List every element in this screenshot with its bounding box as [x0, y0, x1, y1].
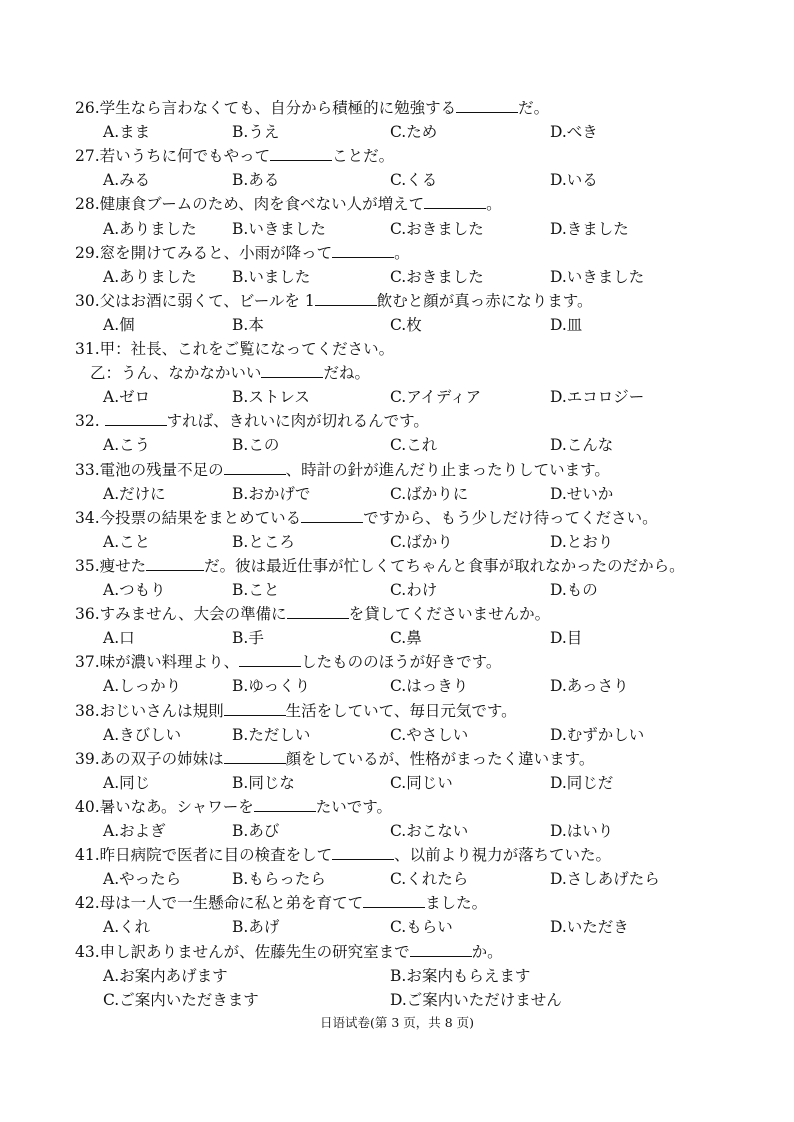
question-number: 40.	[75, 797, 100, 816]
question-number: 36.	[75, 605, 100, 624]
answer-blank[interactable]	[410, 942, 472, 957]
question-stem	[75, 652, 501, 672]
stem-text-before: あの双子の姉妹は	[99, 749, 224, 768]
question-number: 27.	[75, 147, 100, 166]
stem-text-after: たいです。	[315, 797, 392, 816]
question-number: 39.	[75, 749, 100, 768]
answer-blank[interactable]	[224, 460, 286, 475]
answer-option[interactable]: A.だけに	[103, 484, 166, 503]
stem-text-after: か。	[471, 942, 503, 961]
stem-text-before: 甲：社長、これをご覧になってください。	[99, 340, 395, 358]
answer-option[interactable]: C.くれたら	[390, 870, 469, 889]
answer-option[interactable]: C.はっきり	[390, 677, 469, 696]
stem-text-after: だ。彼は最近仕事が忙しくてちゃんと食事が取れなかったのだから。	[204, 556, 685, 575]
answer-option[interactable]: D.こんな	[550, 436, 614, 455]
answer-option[interactable]: B.こと	[232, 581, 280, 599]
stem-text-after: 飲むと顔が真っ赤になります。	[376, 291, 593, 310]
answer-option[interactable]: A.しっかり	[103, 677, 182, 696]
question-dialogue-line	[90, 363, 370, 383]
answer-option[interactable]: C.もらい	[390, 918, 453, 937]
answer-option[interactable]: C.枚	[390, 315, 422, 334]
question-number: 30.	[75, 291, 100, 310]
answer-option[interactable]: D.もの	[550, 581, 598, 599]
stem-text-before: 父はお酒に弱くて、ビールを 1	[99, 291, 315, 310]
answer-option[interactable]: C.やさしい	[390, 725, 469, 744]
answer-option[interactable]: B.あび	[232, 822, 280, 840]
answer-option[interactable]: D.いる	[550, 171, 598, 190]
answer-option[interactable]: B.もらったら	[232, 870, 326, 889]
answer-option[interactable]: D.あっさり	[550, 677, 629, 696]
answer-option[interactable]: D.むずかしい	[550, 725, 645, 744]
stem-text-after: 、以前より視力が落ちていた。	[394, 846, 612, 865]
question-number: 26.	[75, 99, 100, 117]
stem-text-before: おじいさんは規則	[99, 701, 224, 720]
stem-text-before: 窓を開けてみると、小雨が降って	[99, 243, 333, 262]
answer-option[interactable]: D.いきました	[550, 267, 645, 286]
answer-option[interactable]: A.個	[103, 315, 135, 334]
answer-option[interactable]: A.およぎ	[103, 822, 166, 840]
page-footer: 日语试卷(第 3 页，共 8 页)	[319, 1015, 475, 1030]
answer-option[interactable]: B.本	[232, 315, 264, 334]
question-stem	[75, 845, 611, 865]
stem-text-after: ことだ。	[332, 147, 395, 166]
stem-text-after: 。	[486, 195, 502, 214]
answer-blank[interactable]	[287, 604, 349, 619]
answer-option[interactable]: B.お案内もらえます	[390, 966, 531, 985]
stem-text-before: 味が濃い料理より、	[99, 653, 240, 672]
answer-blank[interactable]	[239, 652, 301, 667]
question-number: 32.	[75, 412, 100, 431]
stem-text-before: 電池の残量不足の	[99, 460, 224, 479]
question-stem	[75, 146, 394, 166]
answer-option[interactable]: D.べき	[550, 123, 598, 142]
answer-option[interactable]: A.ありました	[103, 267, 197, 286]
answer-option[interactable]: C.おきました	[390, 267, 484, 286]
answer-option[interactable]: D.せいか	[550, 484, 614, 503]
question-stem	[75, 291, 592, 311]
answer-option[interactable]: D.とおり	[550, 532, 614, 551]
question-number: 34.	[75, 508, 100, 527]
answer-option[interactable]: C.わけ	[390, 581, 438, 599]
answer-option[interactable]: B.ある	[232, 171, 280, 190]
question-stem	[75, 194, 502, 214]
stem-text-before: 母は一人で一生懸命に私と弟を育てて	[99, 894, 364, 913]
answer-option[interactable]: D.ご案内いただけません	[390, 990, 562, 1009]
answer-blank[interactable]	[424, 194, 486, 209]
question-stem	[75, 749, 594, 769]
stem-text-before: 若いうちに何でもやって	[99, 147, 271, 166]
answer-blank[interactable]	[363, 893, 425, 908]
answer-option[interactable]: D.きました	[550, 219, 629, 238]
stem-text-after: すれば、きれいに肉が切れるんです。	[166, 412, 429, 431]
answer-option[interactable]: A.こう	[103, 436, 151, 455]
answer-option[interactable]: D.同じだ	[550, 773, 614, 792]
answer-option[interactable]: B.同じな	[232, 773, 295, 792]
answer-option[interactable]: B.ところ	[232, 532, 295, 551]
stem-text-before: 今投票の結果をまとめている	[99, 508, 302, 527]
question-number: 33.	[75, 460, 100, 479]
stem-text-after: だ。	[518, 99, 550, 117]
question-number: 29.	[75, 243, 100, 262]
answer-option[interactable]: A.同じ	[103, 773, 151, 792]
answer-blank[interactable]	[254, 797, 316, 812]
question-number: 38.	[75, 701, 100, 720]
question-stem	[75, 797, 392, 817]
answer-option[interactable]: B.手	[232, 629, 264, 648]
question-stem	[75, 893, 487, 913]
answer-option[interactable]: C.同じい	[390, 773, 453, 792]
stem-text-before: 乙：うん、なかなかいい	[90, 364, 262, 383]
answer-option[interactable]: C.アイディア	[390, 388, 482, 407]
answer-blank[interactable]	[224, 701, 286, 716]
answer-option[interactable]: C.くる	[390, 171, 438, 190]
question-number: 35.	[75, 556, 100, 575]
question-stem	[75, 556, 685, 576]
stem-text-after: ですから、もう少しだけ待ってください。	[363, 508, 658, 527]
answer-option[interactable]: A.こと	[103, 532, 151, 551]
answer-option[interactable]: B.あげ	[232, 918, 280, 937]
answer-option[interactable]: C.ばかり	[390, 532, 453, 551]
answer-option[interactable]: C.ため	[390, 123, 438, 142]
stem-text-before: すみません、大会の準備に	[99, 605, 287, 624]
answer-option[interactable]: A.きびしい	[103, 725, 182, 744]
stem-text-after: したもののほうが好きです。	[301, 653, 502, 672]
stem-text-before: 学生なら言わなくても、自分から積極的に勉強する	[99, 99, 457, 117]
stem-text-before: 暑いなあ。シャワーを	[99, 797, 254, 816]
answer-option[interactable]: B.ゆっくり	[232, 677, 311, 696]
answer-option[interactable]: B.うえ	[232, 123, 280, 142]
answer-blank[interactable]	[224, 749, 286, 764]
answer-blank[interactable]	[456, 98, 518, 113]
stem-text-before: 痩せた	[99, 556, 147, 575]
question-stem	[75, 508, 658, 528]
stem-text-after: 。	[394, 243, 410, 262]
answer-option[interactable]: B.おかげで	[232, 484, 311, 503]
answer-option[interactable]: C.ご案内いただきます	[103, 990, 259, 1009]
question-stem	[75, 460, 610, 480]
answer-option[interactable]: D.はいり	[550, 822, 614, 840]
stem-text-after: 生活をしていて、毎日元気です。	[285, 701, 517, 720]
answer-option[interactable]: D.いただき	[550, 918, 629, 937]
stem-text-after: 、時計の針が進んだり止まったりしています。	[285, 460, 610, 479]
question-stem	[75, 604, 550, 624]
answer-option[interactable]: A.くれ	[103, 918, 151, 937]
answer-option[interactable]: C.ばかりに	[390, 484, 469, 503]
answer-option[interactable]: B.ストレス	[232, 388, 310, 407]
question-number: 31.	[75, 340, 100, 358]
question-stem	[75, 942, 503, 962]
answer-option[interactable]: A.ゼロ	[103, 388, 151, 407]
stem-text-after: ました。	[425, 894, 488, 913]
question-number: 43.	[75, 942, 100, 961]
answer-blank[interactable]	[301, 508, 363, 523]
stem-text-before: 健康食ブームのため、肉を食べない人が増えて	[99, 195, 425, 214]
stem-text-after: 顔をしているが、性格がまったく違います。	[285, 749, 595, 768]
answer-option[interactable]: C.おきました	[390, 219, 484, 238]
answer-option[interactable]: A.つもり	[103, 581, 166, 599]
answer-option[interactable]: D.さしあげたら	[550, 870, 660, 889]
answer-blank[interactable]	[270, 146, 332, 161]
answer-option[interactable]: B.この	[232, 436, 280, 455]
question-stem	[75, 243, 410, 263]
answer-option[interactable]: D.目	[550, 629, 583, 648]
answer-option[interactable]: A.まま	[103, 123, 151, 142]
stem-text-before: 申し訳ありませんが、佐藤先生の研究室まで	[99, 942, 410, 961]
question-stem	[75, 411, 429, 431]
answer-blank[interactable]	[332, 243, 394, 258]
question-number: 28.	[75, 195, 100, 214]
stem-text-after: だね。	[323, 364, 370, 383]
answer-option[interactable]: C.これ	[390, 436, 438, 455]
answer-option[interactable]: C.鼻	[390, 629, 422, 648]
answer-option[interactable]: A.お案内あげます	[103, 966, 228, 985]
answer-option[interactable]: D.皿	[550, 315, 583, 334]
answer-blank[interactable]	[146, 556, 204, 571]
answer-option[interactable]: B.いきました	[232, 219, 326, 238]
answer-option[interactable]: D.エコロジー	[550, 388, 645, 407]
answer-blank[interactable]	[261, 363, 323, 378]
answer-option[interactable]: A.やったら	[103, 870, 182, 889]
question-stem	[75, 701, 517, 721]
answer-option[interactable]: A.口	[103, 629, 135, 648]
answer-option[interactable]: A.みる	[103, 171, 151, 190]
question-stem	[75, 98, 549, 118]
question-number: 42.	[75, 894, 100, 913]
answer-blank[interactable]	[315, 291, 377, 306]
question-number: 37.	[75, 653, 100, 672]
stem-text-after: を貸してくださいませんか。	[348, 605, 551, 624]
question-number: 41.	[75, 846, 100, 865]
question-stem	[75, 339, 394, 359]
answer-option[interactable]: B.ただしい	[232, 725, 311, 744]
answer-option[interactable]: A.ありました	[103, 219, 197, 238]
stem-text-before: 昨日病院で医者に目の検査をして	[99, 846, 333, 865]
answer-blank[interactable]	[332, 845, 394, 860]
answer-option[interactable]: B.いました	[232, 267, 311, 286]
answer-option[interactable]: C.おこない	[390, 822, 469, 840]
answer-blank[interactable]	[105, 411, 167, 426]
